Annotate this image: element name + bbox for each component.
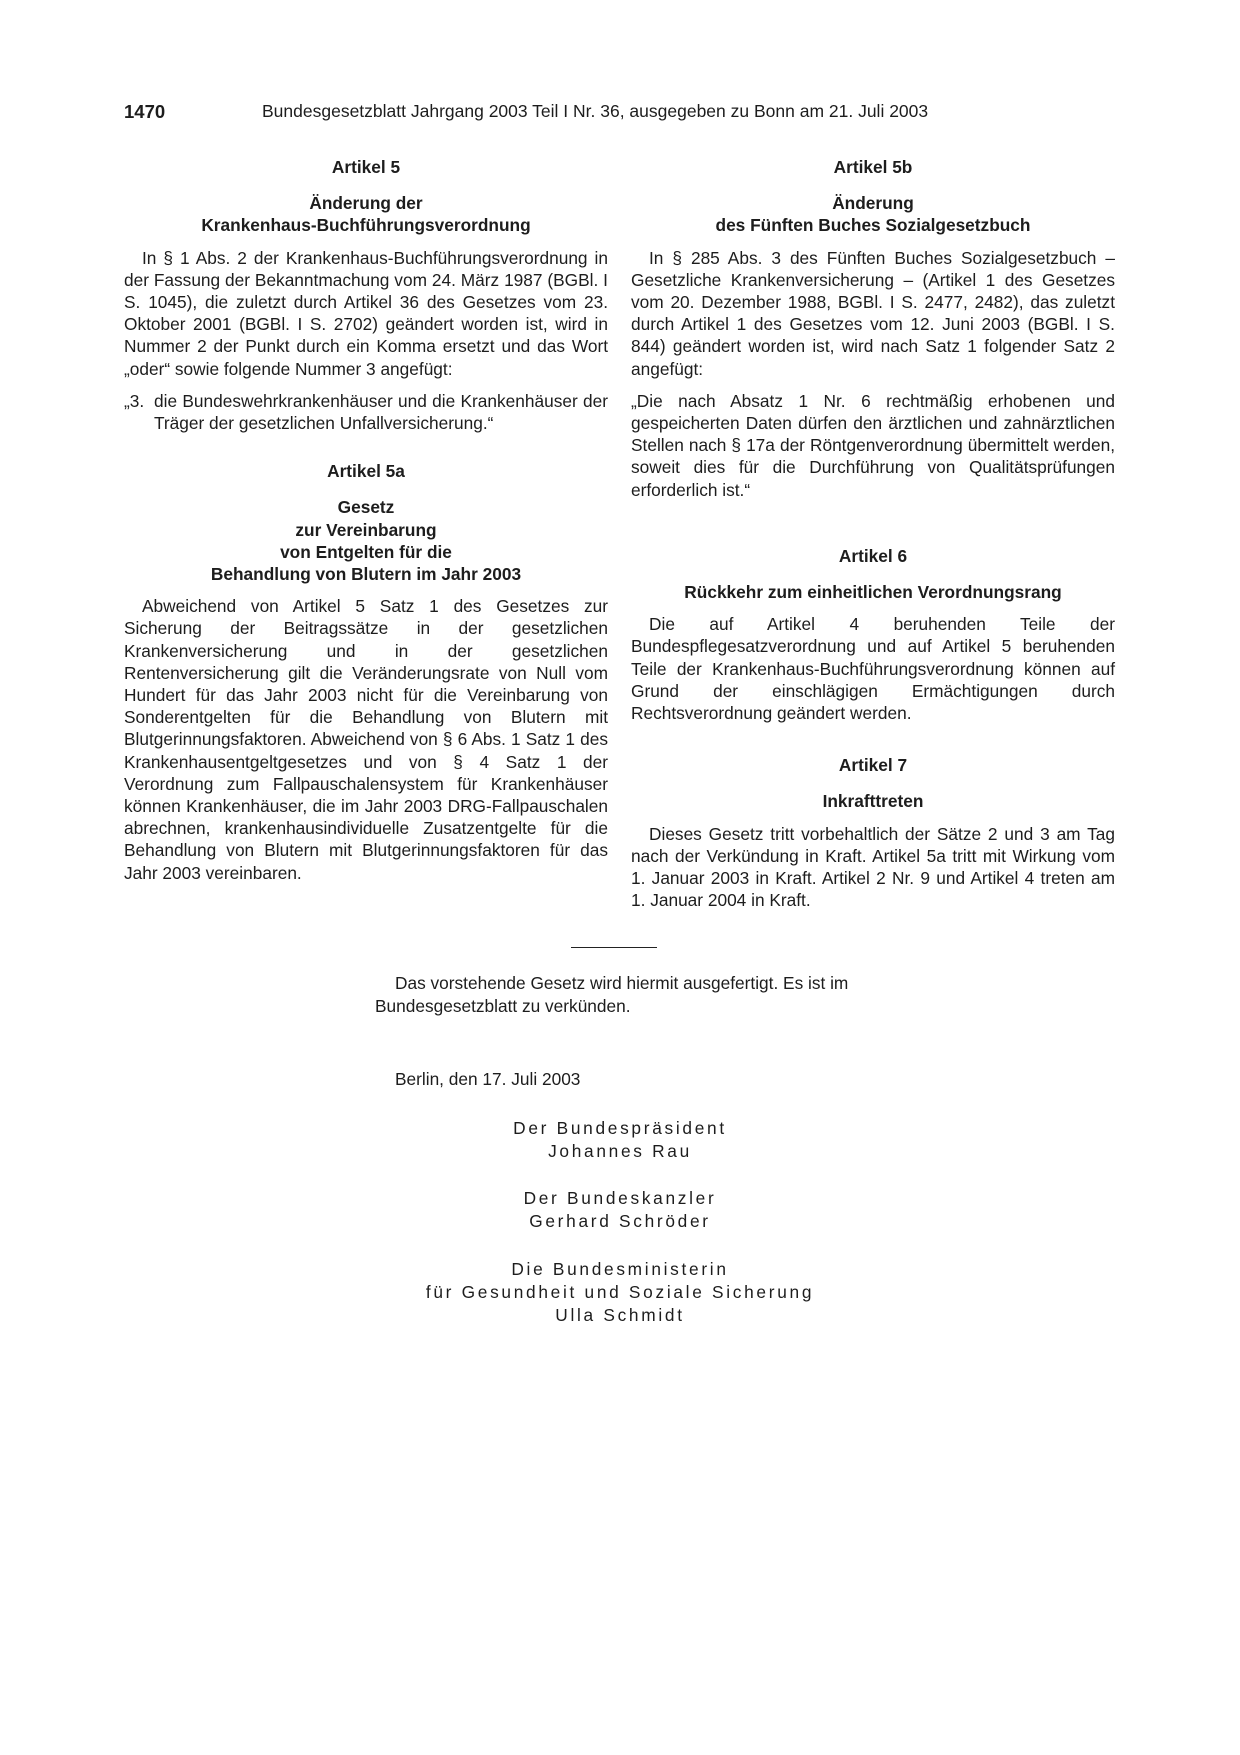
- signature-minister: [340, 1258, 900, 1327]
- promulgation-formula: [375, 972, 875, 1018]
- quoted-amendment: „Die nach Absatz 1 Nr. 6 rechtmäßig erhobenen und gespeicherten Daten dürfen den ärztlichen und zahnärztlichen Stellen nach § 17a der Röntgenverordnung übermittelt werden, soweit dies für die Durchführung von Qualitätsprüfungen erforderlich ist.“: [631, 390, 1115, 500]
- item-text: die Bundeswehrkrankenhäuser und die Krankenhäuser der Träger der gesetzlichen Unfallversicherung.“: [154, 390, 608, 434]
- promulgation-text: Das vorstehende Gesetz wird hiermit ausgefertigt. Es ist im Bundesgesetzblatt zu verkünden.: [375, 973, 849, 1016]
- article-title-line: Änderung der: [309, 193, 423, 214]
- article-title-line: von Entgelten für die: [280, 541, 452, 562]
- artikel-7: [631, 754, 1115, 911]
- artikel-5b: [631, 156, 1115, 501]
- article-body: In § 285 Abs. 3 des Fünften Buches Sozialgesetzbuch – Gesetzliche Krankenversicherung – (Artikel 1 des Gesetzes vom 20. Dezember 1988, BGBl. I S. 2477, 2482), das zuletzt durch Artikel 1 des Gesetzes vom 12. Juni 2003 (BGBl. I S. 844) geändert worden ist, wird nach Satz 1 folgender Satz 2 angefügt:: [631, 247, 1115, 379]
- artikel-5: [124, 156, 608, 434]
- article-title-line: Änderung: [832, 193, 914, 214]
- article-number: Artikel 5a: [327, 461, 405, 482]
- signatory-title: Der Bundeskanzler: [523, 1188, 717, 1208]
- article-body: In § 1 Abs. 2 der Krankenhaus-Buchführungsverordnung in der Fassung der Bekanntmachung vom 24. März 1987 (BGBl. I S. 1045), die zuletzt durch Artikel 36 des Gesetzes vom 23. Oktober 2001 (BGBl. I S. 2702) geändert worden ist, wird in Nummer 2 der Punkt durch ein Komma ersetzt und das Wort „oder“ sowie folgende Nummer 3 angefügt:: [124, 247, 608, 379]
- signatory-title: Die Bundesministerin: [511, 1259, 729, 1279]
- article-title: Inkrafttreten: [822, 791, 924, 812]
- article-number: Artikel 5: [331, 157, 401, 177]
- separator-rule: [571, 947, 657, 948]
- signatory-title: Der Bundespräsident: [513, 1118, 727, 1138]
- article-title-line: Behandlung von Blutern im Jahr 2003: [210, 564, 522, 585]
- article-title-line: Krankenhaus-Buchführungsverordnung: [201, 215, 531, 236]
- article-number: Artikel 6: [838, 545, 908, 566]
- article-title-line: Gesetz: [337, 497, 395, 518]
- article-body: Abweichend von Artikel 5 Satz 1 des Gesetzes zur Sicherung der Beitragssätze in der gesetzlichen Krankenversicherung und in der gesetzlichen Rentenversicherung gilt die Veränderungsrate von Null vom Hundert für das Jahr 2003 nicht für die Vereinbarung von Sonderentgelten für die Behandlung von Blutern mit Blutgerinnungsfaktoren. Abweichend von § 6 Abs. 1 Satz 1 des Krankenhausentgeltgesetzes und von § 4 Satz 1 der Verordnung zum Fallpauschalensystem für Krankenhäuser können Krankenhäuser, die im Jahr 2003 DRG-Fallpauschalen abrechnen, krankenhausindividuelle Zusatzentgelte für die Behandlung von Blutern mit Blutgerinnungsfaktoren für das Jahr 2003 vereinbaren.: [124, 596, 608, 883]
- article-number: Artikel 5b: [833, 157, 913, 177]
- article-title: [631, 192, 1115, 236]
- page-header: [124, 101, 972, 125]
- page-number: 1470: [124, 101, 166, 122]
- article-title-line: zur Vereinbarung: [295, 519, 437, 540]
- artikel-6: [631, 545, 1115, 724]
- artikel-5a: [124, 460, 608, 884]
- signatory-name: Gerhard Schröder: [529, 1211, 711, 1231]
- signature-president: [340, 1117, 900, 1163]
- article-title: [124, 496, 608, 585]
- article-number: Artikel 7: [838, 755, 908, 776]
- article-body: Dieses Gesetz tritt vorbehaltlich der Sätze 2 und 3 am Tag nach der Verkündung in Kraft. Artikel 5a tritt mit Wirkung vom 1. Januar 2003 in Kraft. Artikel 2 Nr. 9 und Artikel 4 treten am 1. Januar 2004 in Kraft.: [631, 823, 1115, 911]
- amendment-item: [124, 390, 608, 434]
- article-body: Die auf Artikel 4 beruhenden Teile der Bundespflegesatzverordnung und auf Artikel 5 beruhenden Teile der Krankenhaus-Buchführungsverordnung können auf Grund der einschlägigen Ermächtigungen durch Rechtsverordnung geändert werden.: [631, 614, 1115, 724]
- signatory-name: Ulla Schmidt: [555, 1305, 685, 1325]
- item-number: „3.: [124, 390, 145, 411]
- left-column: [124, 156, 608, 894]
- place-date: Berlin, den 17. Juli 2003: [395, 1069, 581, 1089]
- signatory-department: für Gesundheit und Soziale Sicherung: [425, 1282, 815, 1302]
- signatory-name: Johannes Rau: [548, 1141, 692, 1161]
- article-title-line: des Fünften Buches Sozialgesetzbuch: [715, 215, 1031, 236]
- right-column: [631, 156, 1115, 921]
- signature-chancellor: [340, 1187, 900, 1233]
- article-title: [124, 192, 608, 236]
- running-head: Bundesgesetzblatt Jahrgang 2003 Teil I Nr. 36, ausgegeben zu Bonn am 21. Juli 2003: [262, 101, 929, 121]
- article-title: Rückkehr zum einheitlichen Verordnungsrang: [684, 582, 1062, 603]
